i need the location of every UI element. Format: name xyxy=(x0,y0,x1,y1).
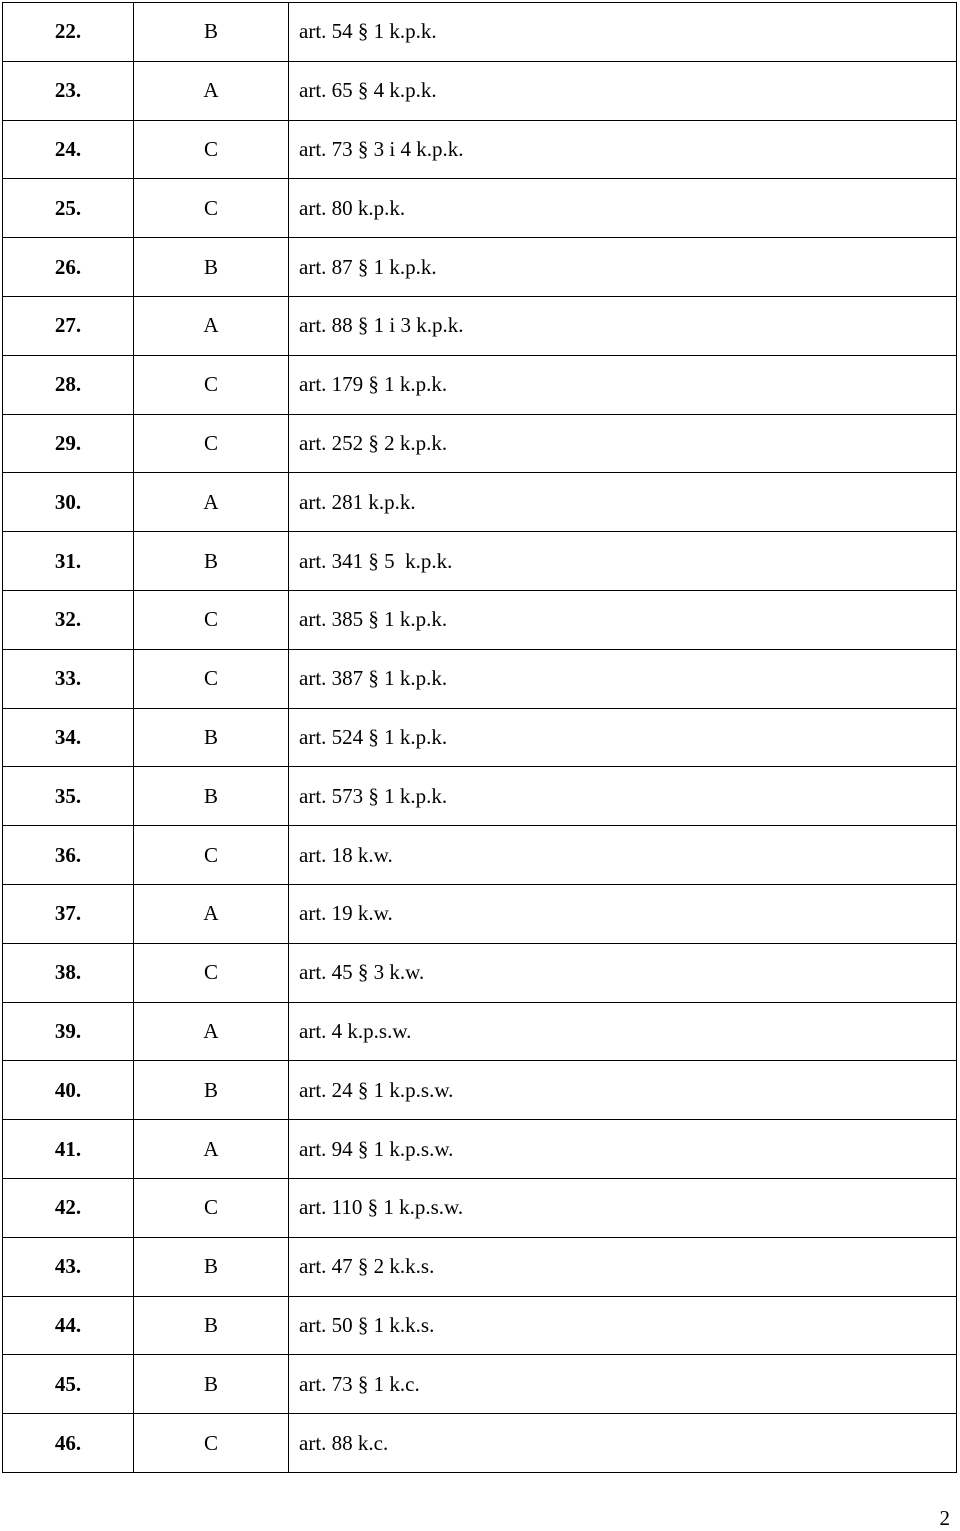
legal-reference-cell: art. 88 k.c. xyxy=(289,1414,957,1473)
question-number-cell: 40. xyxy=(3,1061,134,1120)
legal-reference-cell: art. 19 k.w. xyxy=(289,884,957,943)
legal-reference-cell: art. 47 § 2 k.k.s. xyxy=(289,1237,957,1296)
question-number-cell: 43. xyxy=(3,1237,134,1296)
table-row xyxy=(3,296,957,355)
legal-reference-cell: art. 80 k.p.k. xyxy=(289,179,957,238)
question-number-cell: 46. xyxy=(3,1414,134,1473)
table-row xyxy=(3,767,957,826)
table-row xyxy=(3,179,957,238)
answer-letter-cell: A xyxy=(134,1002,289,1061)
legal-reference-cell: art. 18 k.w. xyxy=(289,826,957,885)
legal-reference-cell: art. 45 § 3 k.w. xyxy=(289,943,957,1002)
answer-letter-cell: B xyxy=(134,1061,289,1120)
answer-letter-cell: C xyxy=(134,355,289,414)
question-number-cell: 24. xyxy=(3,120,134,179)
table-row xyxy=(3,1178,957,1237)
legal-reference-cell: art. 88 § 1 i 3 k.p.k. xyxy=(289,296,957,355)
legal-reference-cell: art. 24 § 1 k.p.s.w. xyxy=(289,1061,957,1120)
table-row xyxy=(3,1061,957,1120)
table-row xyxy=(3,943,957,1002)
answer-letter-cell: B xyxy=(134,3,289,62)
question-number-cell: 35. xyxy=(3,767,134,826)
answer-letter-cell: C xyxy=(134,590,289,649)
question-number-cell: 26. xyxy=(3,238,134,297)
legal-reference-cell: art. 524 § 1 k.p.k. xyxy=(289,708,957,767)
question-number-cell: 42. xyxy=(3,1178,134,1237)
question-number-cell: 28. xyxy=(3,355,134,414)
question-number-cell: 34. xyxy=(3,708,134,767)
answer-letter-cell: B xyxy=(134,532,289,591)
table-row xyxy=(3,1120,957,1179)
legal-reference-cell: art. 50 § 1 k.k.s. xyxy=(289,1296,957,1355)
table-row xyxy=(3,708,957,767)
answer-letter-cell: A xyxy=(134,473,289,532)
table-row xyxy=(3,590,957,649)
question-number-cell: 25. xyxy=(3,179,134,238)
legal-reference-cell: art. 73 § 3 i 4 k.p.k. xyxy=(289,120,957,179)
question-number-cell: 41. xyxy=(3,1120,134,1179)
legal-reference-cell: art. 252 § 2 k.p.k. xyxy=(289,414,957,473)
table-row xyxy=(3,473,957,532)
question-number-cell: 31. xyxy=(3,532,134,591)
answer-letter-cell: A xyxy=(134,884,289,943)
answer-letter-cell: C xyxy=(134,649,289,708)
table-row xyxy=(3,1237,957,1296)
answer-letter-cell: C xyxy=(134,120,289,179)
table-row xyxy=(3,884,957,943)
legal-reference-cell: art. 4 k.p.s.w. xyxy=(289,1002,957,1061)
table-row xyxy=(3,1355,957,1414)
answer-letter-cell: B xyxy=(134,1296,289,1355)
legal-reference-cell: art. 281 k.p.k. xyxy=(289,473,957,532)
legal-reference-cell: art. 110 § 1 k.p.s.w. xyxy=(289,1178,957,1237)
answer-letter-cell: A xyxy=(134,296,289,355)
answer-letter-cell: C xyxy=(134,414,289,473)
table-row xyxy=(3,1414,957,1473)
answer-letter-cell: B xyxy=(134,238,289,297)
answer-key-table xyxy=(2,2,957,1473)
question-number-cell: 27. xyxy=(3,296,134,355)
question-number-cell: 44. xyxy=(3,1296,134,1355)
table-row xyxy=(3,3,957,62)
table-row xyxy=(3,61,957,120)
question-number-cell: 33. xyxy=(3,649,134,708)
table-row xyxy=(3,649,957,708)
legal-reference-cell: art. 573 § 1 k.p.k. xyxy=(289,767,957,826)
answer-letter-cell: B xyxy=(134,708,289,767)
answer-rows xyxy=(3,3,957,1473)
table-row xyxy=(3,414,957,473)
question-number-cell: 45. xyxy=(3,1355,134,1414)
legal-reference-cell: art. 179 § 1 k.p.k. xyxy=(289,355,957,414)
question-number-cell: 39. xyxy=(3,1002,134,1061)
answer-letter-cell: C xyxy=(134,1178,289,1237)
legal-reference-cell: art. 94 § 1 k.p.s.w. xyxy=(289,1120,957,1179)
answer-letter-cell: C xyxy=(134,179,289,238)
answer-letter-cell: A xyxy=(134,61,289,120)
legal-reference-cell: art. 73 § 1 k.c. xyxy=(289,1355,957,1414)
answer-letter-cell: B xyxy=(134,1355,289,1414)
answer-letter-cell: C xyxy=(134,1414,289,1473)
legal-reference-cell: art. 87 § 1 k.p.k. xyxy=(289,238,957,297)
legal-reference-cell: art. 387 § 1 k.p.k. xyxy=(289,649,957,708)
table-row xyxy=(3,532,957,591)
table-row xyxy=(3,120,957,179)
answer-letter-cell: C xyxy=(134,943,289,1002)
table-row xyxy=(3,355,957,414)
table-row xyxy=(3,1296,957,1355)
legal-reference-cell: art. 54 § 1 k.p.k. xyxy=(289,3,957,62)
question-number-cell: 36. xyxy=(3,826,134,885)
legal-reference-cell: art. 385 § 1 k.p.k. xyxy=(289,590,957,649)
question-number-cell: 32. xyxy=(3,590,134,649)
question-number-cell: 38. xyxy=(3,943,134,1002)
answer-letter-cell: C xyxy=(134,826,289,885)
table-row xyxy=(3,1002,957,1061)
answer-letter-cell: B xyxy=(134,1237,289,1296)
answer-letter-cell: B xyxy=(134,767,289,826)
table-row xyxy=(3,238,957,297)
question-number-cell: 30. xyxy=(3,473,134,532)
table-row xyxy=(3,826,957,885)
legal-reference-cell: art. 65 § 4 k.p.k. xyxy=(289,61,957,120)
page-number: 2 xyxy=(939,1506,950,1530)
question-number-cell: 37. xyxy=(3,884,134,943)
question-number-cell: 23. xyxy=(3,61,134,120)
question-number-cell: 29. xyxy=(3,414,134,473)
legal-reference-cell: art. 341 § 5 k.p.k. xyxy=(289,532,957,591)
question-number-cell: 22. xyxy=(3,3,134,62)
answer-letter-cell: A xyxy=(134,1120,289,1179)
